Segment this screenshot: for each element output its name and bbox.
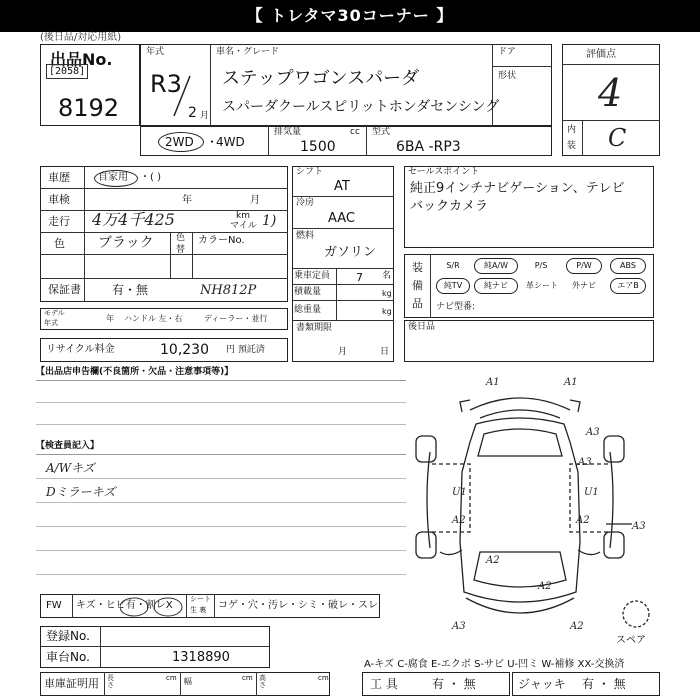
ac-label: 冷房 bbox=[296, 198, 315, 208]
damage-mark: A1 bbox=[486, 377, 500, 388]
doc-deadline-month: 月 bbox=[338, 347, 348, 357]
recycle-value: 10,230 bbox=[160, 342, 209, 358]
equip-row1-1: 純A/W bbox=[474, 258, 518, 274]
chassis-value: 1318890 bbox=[172, 650, 230, 665]
cert-width-label: 幅 bbox=[184, 677, 192, 686]
mileage-unit-km: km bbox=[236, 211, 250, 221]
equip-row2-1: 純ナビ bbox=[474, 278, 518, 294]
damage-mark: A1 bbox=[564, 377, 578, 388]
warranty-label: 保証書 bbox=[48, 283, 81, 296]
colorno-value: NH812P bbox=[200, 283, 257, 298]
year-month: 2 bbox=[188, 105, 197, 121]
history-value: 自家用 bbox=[98, 172, 128, 183]
dealer-option: ディーラー・並行 bbox=[204, 314, 268, 323]
interior-label-1: 内 bbox=[567, 125, 577, 135]
color-label: 色 bbox=[54, 237, 65, 250]
fw-text: キズ・ヒビ有・割レX bbox=[76, 600, 173, 611]
lot-number: 8192 bbox=[58, 94, 120, 122]
drive-4wd: 4WD bbox=[216, 135, 245, 149]
tools-label: 工 具 bbox=[370, 677, 398, 691]
equip-row1-3: P/W bbox=[566, 258, 602, 274]
inspector-note-1: A/Wキズ bbox=[46, 461, 95, 475]
header-title: 【 トレタマ30コーナー 】 bbox=[246, 6, 454, 25]
later-items-label: 後日品 bbox=[408, 322, 436, 332]
inspector-note-2: Dミラーキズ bbox=[46, 485, 116, 499]
warranty-value: 有・無 bbox=[112, 283, 149, 297]
capacity-value: 7 bbox=[356, 271, 363, 284]
equip-row1-4: ABS bbox=[610, 258, 646, 274]
seat-text: コゲ・穴・汚レ・シミ・破レ・スレ bbox=[218, 600, 378, 611]
car-grade: スパーダクールスピリットホンダセンシング bbox=[222, 99, 500, 115]
displacement-label: 排気量 bbox=[274, 127, 302, 137]
navi-model-label: ナビ型番: bbox=[436, 302, 476, 312]
damage-mark: A3 bbox=[586, 427, 600, 438]
total-weight-unit: kg bbox=[382, 307, 392, 316]
damage-mark: A3 bbox=[632, 521, 646, 532]
doc-deadline-day: 日 bbox=[380, 347, 390, 357]
equip-row2-2: 革シート bbox=[526, 281, 558, 290]
interior-score: C bbox=[608, 124, 627, 152]
damage-mark: A3 bbox=[578, 457, 592, 468]
cert-width-unit: cm bbox=[242, 674, 253, 682]
equip-row1-2: P/S bbox=[534, 261, 548, 270]
sales-point-label: セールスポイント bbox=[408, 167, 480, 177]
inspection-year-unit: 年 bbox=[182, 195, 192, 206]
displacement-unit: cc bbox=[350, 127, 360, 137]
door-label: ドア bbox=[498, 47, 516, 57]
damage-mark: A2 bbox=[486, 555, 500, 566]
registration-label: 登録No. bbox=[46, 629, 90, 643]
car-name: ステップワゴンスパーダ bbox=[222, 68, 420, 89]
drive-2wd: 2WD bbox=[165, 135, 194, 149]
color-change-1: 色 bbox=[176, 233, 186, 243]
cert-length-unit: cm bbox=[166, 674, 177, 682]
equipment-label-1: 装 bbox=[412, 261, 423, 274]
mileage-paren: 1) bbox=[262, 213, 277, 229]
tools-value: 有 ・ 無 bbox=[432, 677, 476, 691]
model-year-label-1: モデル bbox=[44, 309, 65, 317]
drive-separator: ・ bbox=[206, 135, 219, 149]
mileage-unit-mile: マイル bbox=[230, 221, 257, 231]
inspection-label: 車検 bbox=[48, 193, 70, 206]
inspector-label: 【検査員記入】 bbox=[36, 441, 100, 451]
model-value: 6BA -RP3 bbox=[396, 139, 461, 155]
load-label: 積載量 bbox=[294, 287, 322, 297]
mileage-label: 走行 bbox=[48, 215, 70, 228]
handle-option: ハンドル 左・右 bbox=[124, 314, 183, 323]
year-month-unit: 月 bbox=[200, 111, 210, 121]
color-change-2: 替 bbox=[176, 245, 186, 255]
jack-value: 有 ・ 無 bbox=[582, 677, 626, 691]
info-table bbox=[40, 166, 288, 302]
spare-label: スペア bbox=[616, 635, 646, 646]
inspection-month-unit: 月 bbox=[250, 195, 260, 206]
fw-mark-circles bbox=[120, 596, 190, 618]
year-era: R3 bbox=[150, 70, 182, 98]
chassis-label: 車台No. bbox=[46, 650, 90, 664]
equip-row1-0: S/R bbox=[446, 261, 460, 270]
fw-label: FW bbox=[46, 600, 62, 611]
car-damage-diagram bbox=[410, 372, 660, 642]
equipment-label-2: 備 bbox=[412, 279, 423, 292]
damage-mark: U1 bbox=[584, 487, 599, 498]
jack-label: ジャッキ bbox=[518, 677, 566, 691]
fuel-label: 燃料 bbox=[296, 231, 315, 241]
seat-label-1: シート bbox=[190, 595, 211, 603]
damage-mark: A2 bbox=[538, 581, 552, 592]
load-unit: kg bbox=[382, 289, 392, 298]
damage-mark: A2 bbox=[576, 515, 590, 526]
fuel-value: ガソリン bbox=[324, 245, 377, 260]
shift-label: シフト bbox=[296, 167, 324, 177]
capacity-unit: 名 bbox=[382, 271, 392, 281]
cert-height-label: 高さ bbox=[259, 674, 266, 689]
history-label: 車歴 bbox=[48, 171, 70, 184]
sales-point-line2: バックカメラ bbox=[410, 199, 489, 214]
equipment-label-3: 品 bbox=[412, 297, 423, 310]
damage-mark: U1 bbox=[452, 487, 467, 498]
later-items-box bbox=[404, 320, 654, 362]
shape-label: 形状 bbox=[498, 71, 517, 81]
ac-value: AAC bbox=[328, 211, 355, 226]
displacement-value: 1500 bbox=[300, 139, 336, 155]
damage-mark: A2 bbox=[452, 515, 466, 526]
recycle-unit: 円 預託済 bbox=[226, 345, 265, 355]
top-fragment: (後日品/対応用紙) bbox=[40, 32, 122, 43]
lot-stamp: [2058] bbox=[46, 64, 88, 79]
shift-value: AT bbox=[334, 179, 350, 194]
sales-point-line1: 純正9インチナビゲーション、テレビ bbox=[410, 181, 625, 196]
mileage-value: 4万4千425 bbox=[92, 210, 175, 229]
seat-label-2: 生 裏 bbox=[190, 606, 207, 614]
model-label: 型式 bbox=[372, 127, 391, 137]
equip-row2-3: 外ナビ bbox=[572, 281, 596, 290]
interior-label-2: 装 bbox=[567, 141, 577, 151]
color-value: ブラック bbox=[98, 235, 154, 251]
cert-length-label: 長さ bbox=[107, 674, 114, 689]
doc-deadline-label: 書類期限 bbox=[296, 323, 333, 333]
rating-score: 4 bbox=[598, 71, 623, 115]
damage-mark: A3 bbox=[452, 621, 466, 632]
equip-row2-0: 純TV bbox=[436, 278, 470, 294]
colorno-label: カラーNo. bbox=[198, 235, 245, 246]
declaration-label: 【出品店申告欄(不良箇所・欠品・注意事項等)】 bbox=[36, 367, 234, 377]
damage-mark: A2 bbox=[570, 621, 584, 632]
model-year-unit: 年 bbox=[106, 314, 114, 323]
garage-cert-label: 車庫証明用 bbox=[44, 677, 99, 690]
model-year-label-2: 年式 bbox=[44, 319, 58, 327]
equip-row2-4: エアB bbox=[610, 278, 646, 294]
recycle-label: リサイクル料金 bbox=[46, 344, 115, 355]
car-name-label: 車名・グレード bbox=[216, 47, 280, 57]
damage-legend: A-キズ C-腐食 E-エクボ S-サビ U-凹ミ W-補修 XX-交換済 bbox=[364, 659, 625, 670]
total-weight-label: 総重量 bbox=[294, 305, 322, 315]
capacity-label: 乗車定員 bbox=[294, 271, 331, 281]
history-rest: ・( ) bbox=[140, 172, 161, 183]
lot-label: 出品No. bbox=[50, 50, 113, 69]
cert-height-unit: cm bbox=[318, 674, 329, 682]
rating-label: 評価点 bbox=[586, 49, 616, 60]
year-label: 年式 bbox=[146, 47, 165, 57]
